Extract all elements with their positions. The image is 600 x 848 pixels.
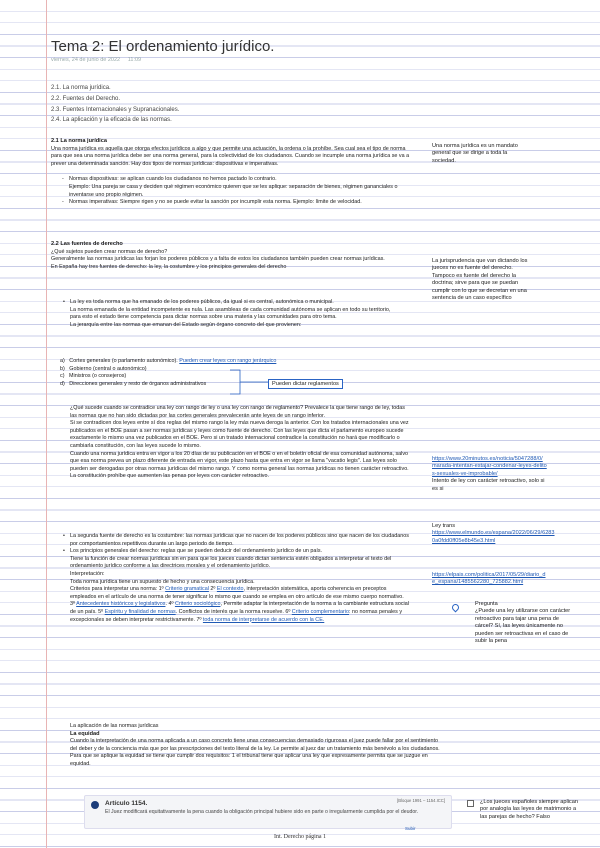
page-footer: Int. Derecho página 1 (274, 834, 326, 840)
hierarchy-item-d: d) Direcciones generales y resto de órganos administrativos (60, 380, 207, 387)
hierarchy-item-b: b) Gobierno (central o autonómico) (60, 365, 147, 372)
side-note: Intento de ley con carácter retroactivo, solo si es si (432, 478, 545, 492)
page-date: viernes, 24 de junio de 2022 11:09 (51, 57, 142, 63)
question-tag-label: Pregunta (475, 601, 498, 607)
paragraph: Si se contradicen dos leyes entre sí dos reglas del mismo rango la ley más nueva deroga la anterior. Con los tratados internacionales una vez publicados en el BOE pasan a ser normas jurídicas y leyes como fuente de derecho. Con las leyes que dicta el parlamento europeo sucede exactamente lo mismo una vez publicados en el BOE. Pero si un tratado internacional contradice la constitución no hará que modificarlo o cambiarla constitución, con las leyes sucede lo mismo. (70, 420, 409, 449)
hierarchy-item-c: c) Ministros (o consejeros) (60, 373, 127, 380)
table-of-contents (51, 83, 179, 126)
subheading: La equidad (70, 730, 100, 737)
section-2-2 (51, 241, 391, 271)
subheading: Interpretación: (70, 570, 105, 577)
article-reference: [Bloque 1991 – 1154.ICC] (397, 798, 445, 803)
list-item: • La segunda fuente de derecho es la costumbre: las normas jurídicas que no nacen de los poderes públicos sino que nacen de los ciudadanos por comportamientos repetitivos durante un largo periodo de tiempo. (70, 533, 410, 548)
list-item: - Normas imperativas: Siempre rigen y no se puede evitar la sanción por incumplir esta norma. Ejemplo: límite de velocidad. (69, 199, 411, 207)
side-note-link-block (432, 456, 547, 493)
section-2-4 (70, 723, 440, 769)
side-note: ¿Los jueces españoles siempre aplican por analogía las leyes de matrimonio a las parejas de hecho? Falso (480, 799, 578, 820)
section-2-1 (51, 138, 411, 207)
question: ¿Qué sucede cuando se contradice una ley con rango de ley o una ley con rango de reglamento? Prevalece la que tiene rango de ley, todas las normas que no han sido dictadas por las cortes generales prevalecerán ante leyes de un rango inferior. (70, 405, 405, 419)
section-heading: La aplicación de las normas jurídicas (70, 723, 159, 729)
paragraph: Toda norma jurídica tiene un supuesto de hecho y una consecuencia jurídica. (70, 578, 255, 585)
section-heading: 2.2 Las fuentes de derecho (51, 241, 123, 247)
news-link[interactable]: https://www.elmundo.es/espana/2022/06/29/62830a0fdd0ff05e8b45e3.html (432, 530, 555, 544)
list-item-detail: Ejemplo: Una pareja se casa y deciden qué régimen económico quieren que se les aplique: separación de bienes, régimen gananciales o inventarse uno propio régimen. (69, 183, 398, 198)
side-note-label: Ley trans (432, 523, 456, 529)
list-item: • La ley es toda norma que ha emanado de los poderes públicos, da igual si es central, autonómica o municipal. (70, 299, 400, 307)
paragraph: Cuando la interpretación de una norma aplicada a un caso concreto tiene unas consecuencias demasiado rigurosas el juez puede fallar por el sentimiento del deber y de la conciencia más que por las prescripciones del texto literal de la ley. Le permite al juez dar un tratamiento más benévolo a los ciudadanos. (70, 738, 440, 752)
toc-item[interactable]: 2.1. La norma jurídica. (51, 85, 111, 91)
side-note: La jurisprudencia que van dictando los jueces no es fuente del derecho. Tampoco es fuente del derecho la doctrina; sirve para que se puedan cumplir con lo que se decretan en una sentencia de un caso específico (432, 258, 528, 302)
paragraph: Una norma jurídica es aquella que otorga efectos jurídicos a algo y que permite una actuación, la ordena o la prohíbe. Sea cual sea el tipo de norma para que sea una norma jurídica debe ser una norma general, para la colectividad de los ciudadanos. Cuando se incumple una norma jurídica se va a prever una determinada sanción. Hay dos tipos de normas jurídicas: dispositivas e imperativas. (51, 145, 410, 167)
scroll-up-link[interactable]: Subir (405, 826, 416, 831)
page-margin-line (46, 0, 47, 848)
paragraph: Cuando una norma jurídica entra en vigor a los 20 días de su publicación en el BOE o en el boletín oficial de esa comunidad autónoma, salvo que esa norma prevea un plazo diferente de entrada en vigor, este plazo hasta que entra en vigor se llama "vacatio legis". Las leyes solo pueden ser derogadas por otras normas jurídicas del mismo rango. Y como norma general las normas jurídicas no tienen carácter retroactivo. La constitución prohíbe que aumenten las penas por leyes con carácter retroactivo. (70, 450, 409, 480)
question-tag-icon (451, 603, 461, 613)
hierarchy-item-a: a) Cortes generales (o parlamento autonómico). Pueden crear leyes con rango jerárquico (60, 358, 277, 364)
news-link[interactable]: https://www.20minutos.es/noticia/5047288/0/marada-intentan-estajar-condenar-leyes-delitos-sexuales-ve-improbable/ (432, 456, 547, 477)
section-2-2-continued (70, 405, 410, 481)
article-text: El Juez modificará equitativamente la pena cuando la obligación principal hubiere sido en parte o irregularmente cumplida por el deudor. (105, 809, 419, 815)
side-note: Una norma jurídica es un mandato general que se dirige a toda la sociedad. (432, 143, 518, 164)
hierarchy-link[interactable]: Pueden crear leyes con rango jerárquico (179, 358, 277, 364)
paragraph: En España hay tres fuentes de derecho: la ley, la costumbre y los principios generales del derecho (51, 263, 287, 270)
document-icon (91, 801, 99, 809)
list-item: - Normas dispositivas: se aplican cuando los ciudadanos no hemos pactado lo contrario. (69, 176, 411, 184)
news-link[interactable]: https://elpais.com/politica/2017/05/29/diario_de_espana/1485562280_725882.html (432, 572, 546, 586)
article-title: Artículo 1154. (105, 800, 148, 807)
page-title: Tema 2: El ordenamiento jurídico. (51, 38, 275, 55)
question-tag-text: ¿Puede una ley utilizarse con carácter retroactivo para tajar una pena de cárcel? Sí, las leyes únicamente no pueden ser retroactivas en el caso de subir la pena (475, 608, 571, 645)
criteria-paragraph: Criterios para interpretar una norma: 1º Criterio gramatical 2º El contexto, interpretación sistemática, aporta coherencia en preceptos empleados en el artículo de una norma de tener significar lo mismo que cuando se emplea en otro artículo de ese mismo cuerpo normativo. 3º Antecedentes históricos y legislativos. 4º Criterio sociológico, Permite adaptar la interpretación de la norma a la cambiante estructura social de un país. 5º Espíritu y finalidad de normas. Conflictos de interés que la norma resuelve. 6º Criterio complementario: no normas penales y excepcionales se deben interpretar restrictivamente. 7º toda norma de interpretarse de acuerdo con la CE. (70, 586, 409, 623)
article-snippet (84, 795, 452, 829)
list-item-detail: La norma emanada de la entidad incompetente es nula. Las asambleas de cada comunidad autónoma se aplican en todo su territorio, para esto el estado tiene competencia para dictar normas sobre una materia y las comunidades para otro tema. (70, 306, 391, 321)
side-note-link-block (432, 523, 557, 545)
list-item-detail: Tiene la función de crear normas jurídicas sin en para que los jueces cuando dictan sentencia estén obligados a interpretar el texto del ordenamiento jurídico conforme a las directrices morales y el ordenamiento jurídico. (70, 555, 392, 570)
section-heading: 2.1 La norma jurídica (51, 138, 107, 144)
side-note-link-block (432, 572, 547, 587)
todo-checkbox[interactable] (467, 800, 474, 807)
toc-item[interactable]: 2.2. Fuentes del Derecho. (51, 95, 121, 102)
paragraph: Para que se aplique la equidad se tiene que cumplir dos requisitos: 1 el tribunal tiene que aplicar una ley que expresamente permita que se juzgue en equidad. (70, 753, 428, 767)
law-hierarchy-block (70, 299, 400, 329)
list-item: • Los principios generales del derecho: reglas que se pueden deducir del ordenamiento jurídico de un país. (70, 548, 410, 556)
question: ¿Qué sujetos pueden crear normas de derecho? (51, 248, 168, 255)
list-item-detail: La jerarquía entre las normas que emanan del Estado según órgano concreto del que provienen: (70, 321, 302, 328)
callout-box: Pueden dictar reglamentos (268, 379, 343, 389)
question-tag (475, 601, 573, 645)
sources-list (70, 533, 410, 624)
paragraph: Generalmente las normas jurídicas las forjan los poderes públicos y a falta de estos los ciudadanos también pueden crear normas jurídicas. (51, 256, 385, 263)
toc-item[interactable]: 2.4. La aplicación y la eficacia de las normas. (51, 117, 172, 124)
toc-item[interactable]: 2.3. Fuentes Internacionales y Supranacionales. (51, 106, 180, 113)
